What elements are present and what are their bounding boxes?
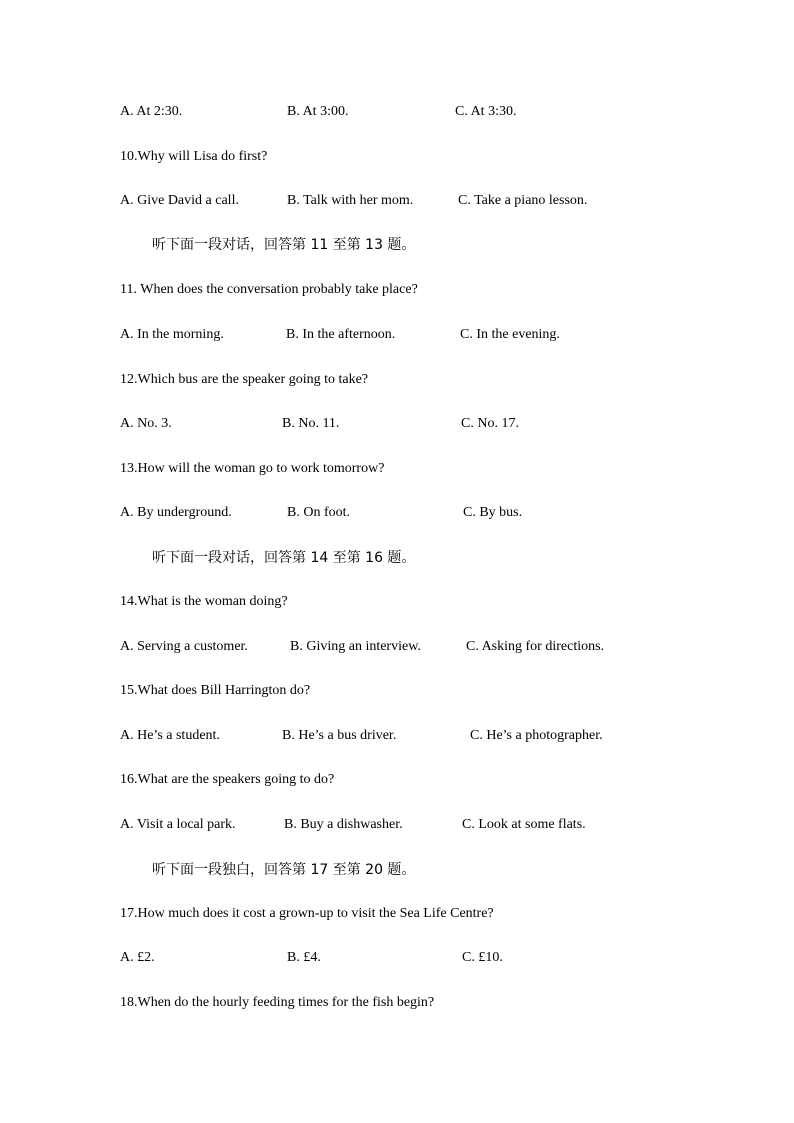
option-b: B. At 3:00. <box>287 104 349 119</box>
question-11-stem: 11. When does the conversation probably take place? <box>120 282 418 297</box>
question-17-stem: 17.How much does it cost a grown-up to visit the Sea Life Centre? <box>120 906 494 921</box>
section-instruction-3: 听下面一段独白，回答第 17 至第 20 题。 <box>152 862 416 878</box>
option-c: C. He’s a photographer. <box>470 728 603 743</box>
option-a: A. He’s a student. <box>120 728 220 743</box>
option-a: A. £2. <box>120 950 155 965</box>
option-a: A. No. 3. <box>120 416 172 431</box>
option-a: A. Visit a local park. <box>120 817 236 832</box>
option-b: B. Giving an interview. <box>290 639 421 654</box>
section-instruction-1: 听下面一段对话，回答第 11 至第 13 题。 <box>152 237 416 253</box>
question-15-stem: 15.What does Bill Harrington do? <box>120 683 311 698</box>
option-b: B. Talk with her mom. <box>287 193 414 208</box>
option-b: B. In the afternoon. <box>286 327 396 342</box>
question-13-stem: 13.How will the woman go to work tomorrow? <box>120 461 385 476</box>
option-c: C. £10. <box>462 950 503 965</box>
option-a: A. Give David a call. <box>120 193 239 208</box>
option-c: C. Asking for directions. <box>466 639 605 654</box>
question-10-stem: 10.Why will Lisa do first? <box>120 149 268 164</box>
option-b: B. £4. <box>287 950 321 965</box>
question-16-stem: 16.What are the speakers going to do? <box>120 772 335 787</box>
option-c: C. In the evening. <box>460 327 560 342</box>
section-instruction-2: 听下面一段对话，回答第 14 至第 16 题。 <box>152 550 416 566</box>
question-12-stem: 12.Which bus are the speaker going to take? <box>120 372 369 387</box>
option-b: B. On foot. <box>287 505 350 520</box>
option-a: A. In the morning. <box>120 327 224 342</box>
option-a: A. By underground. <box>120 505 232 520</box>
option-c: C. By bus. <box>463 505 523 520</box>
option-b: B. He’s a bus driver. <box>282 728 397 743</box>
question-18-stem: 18.When do the hourly feeding times for the fish begin? <box>120 995 435 1010</box>
option-a: A. At 2:30. <box>120 104 183 119</box>
option-b: B. Buy a dishwasher. <box>284 817 403 832</box>
option-c: C. Take a piano lesson. <box>458 193 588 208</box>
option-b: B. No. 11. <box>282 416 340 431</box>
option-a: A. Serving a customer. <box>120 639 248 654</box>
option-c: C. Look at some flats. <box>462 817 586 832</box>
option-c: C. At 3:30. <box>455 104 517 119</box>
question-14-stem: 14.What is the woman doing? <box>120 594 288 609</box>
option-c: C. No. 17. <box>461 416 519 431</box>
